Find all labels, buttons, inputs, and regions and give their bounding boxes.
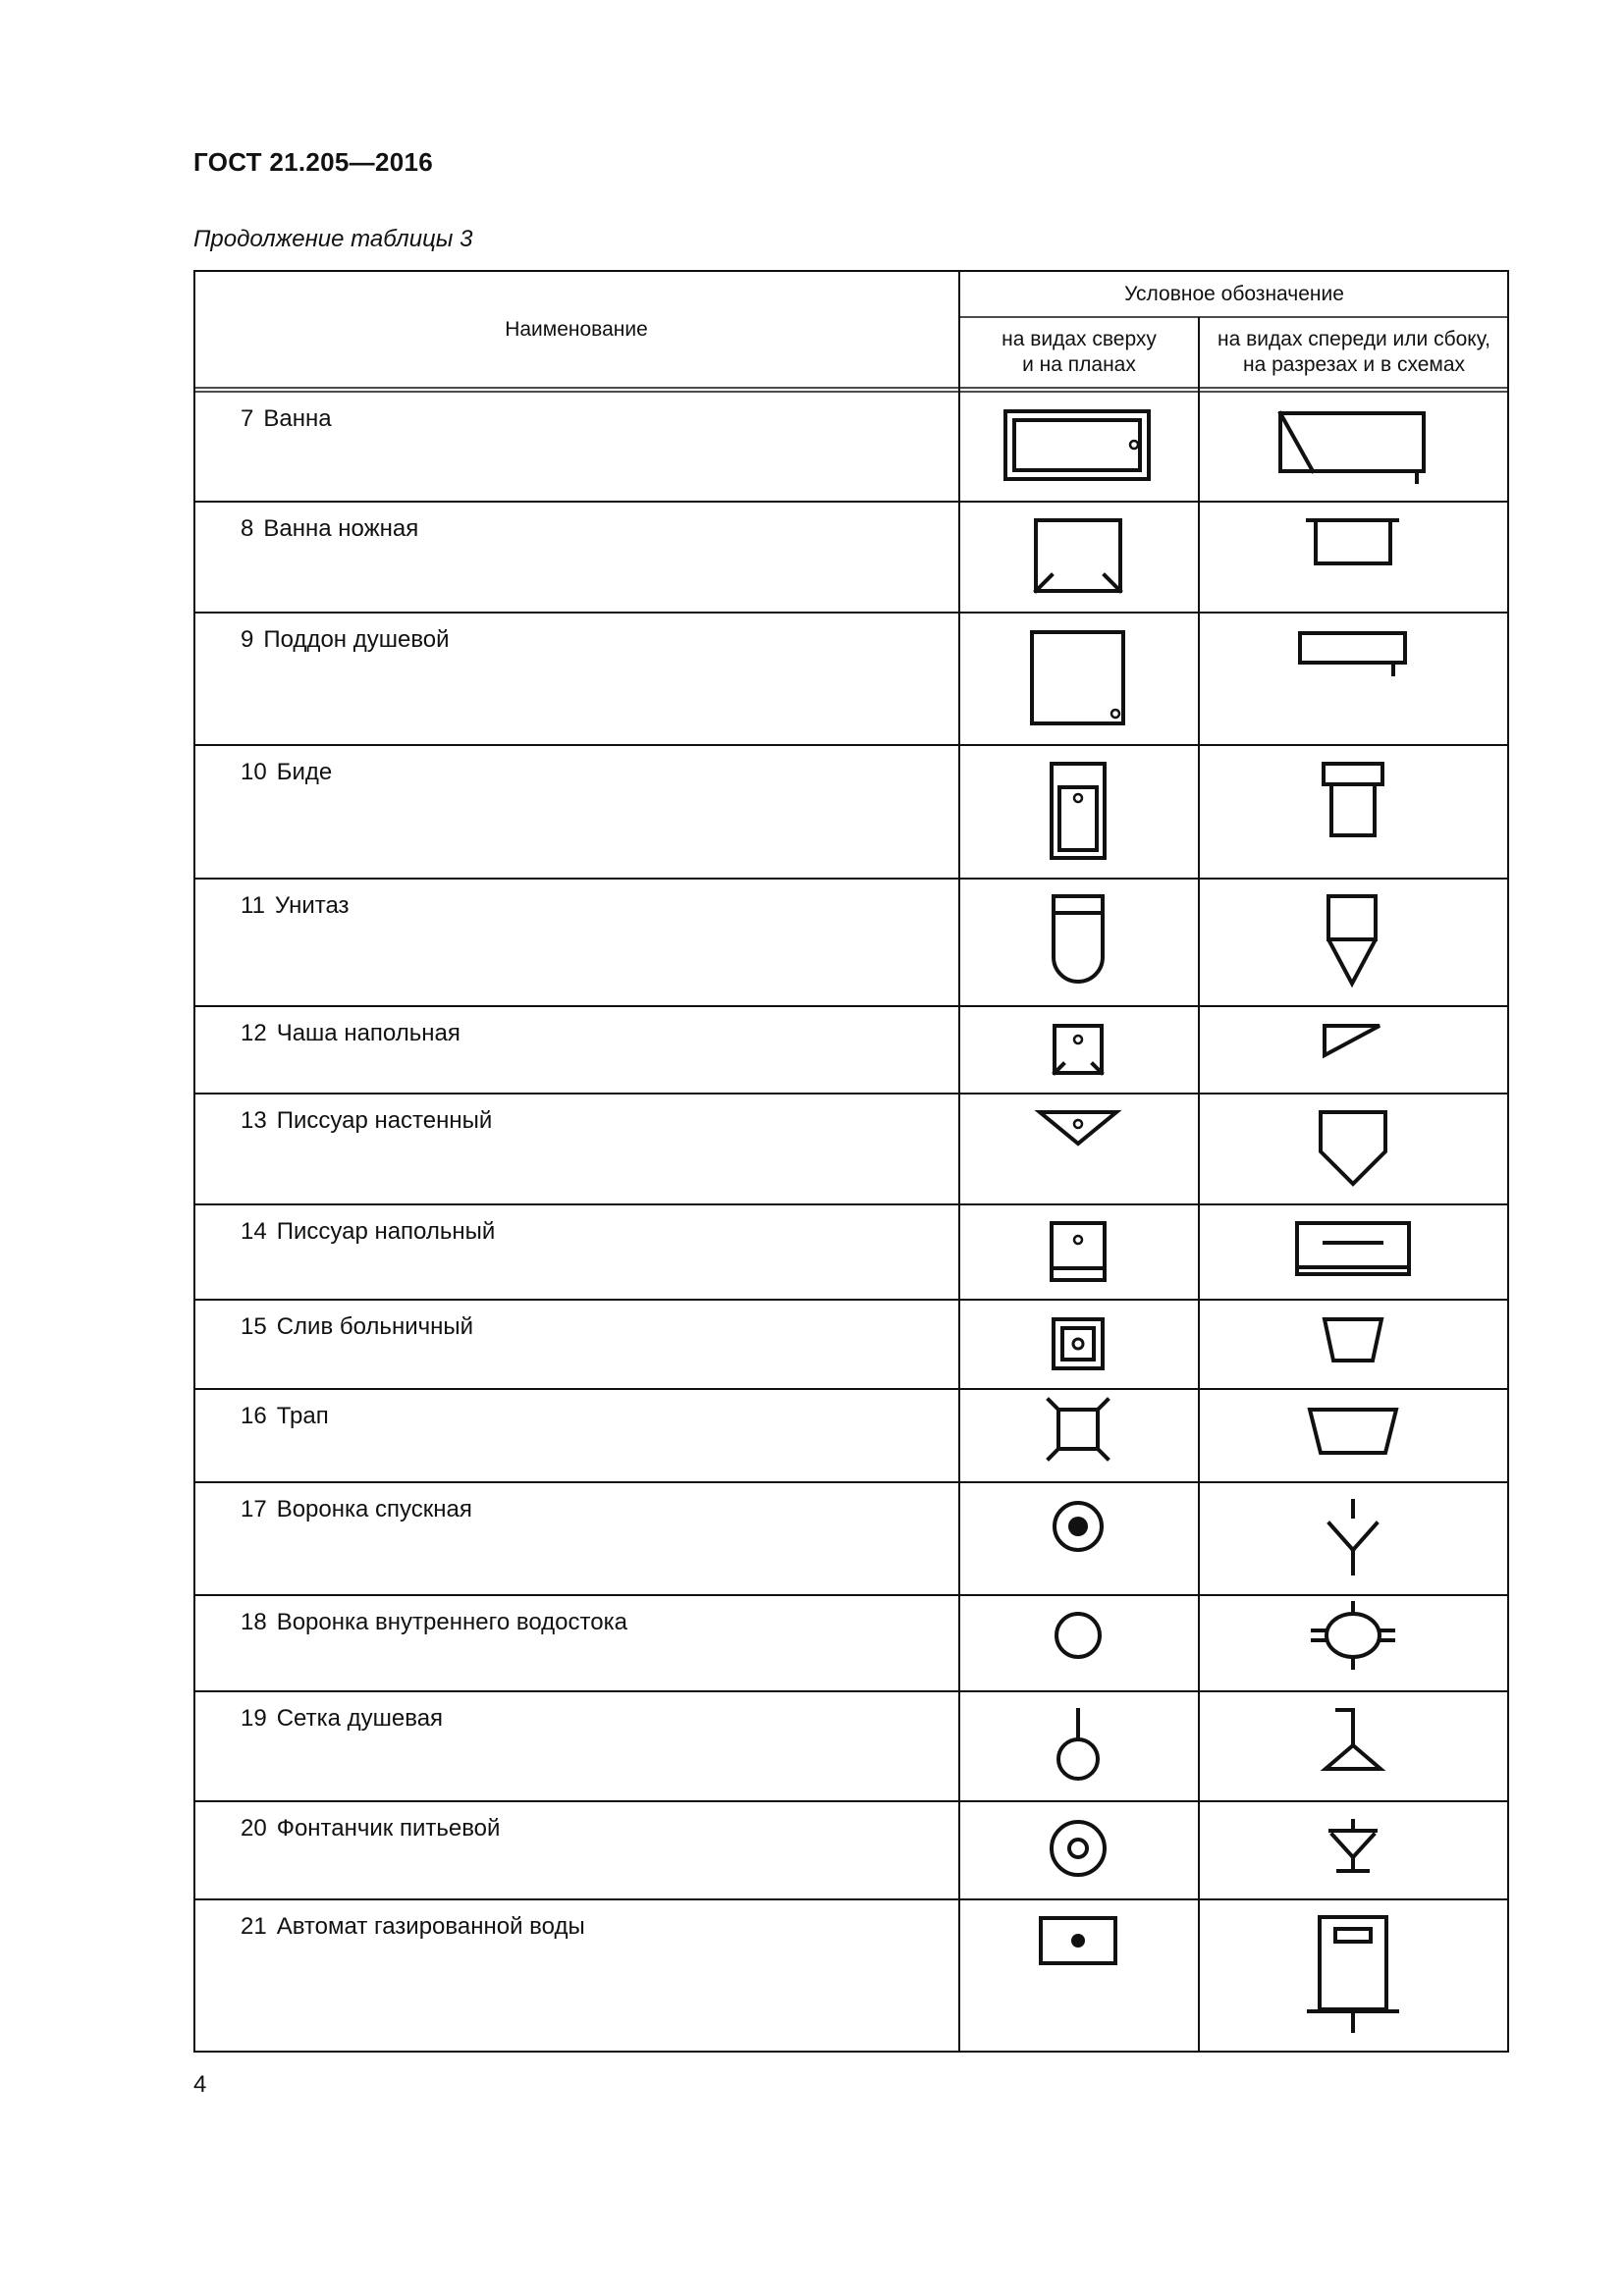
roof-drain-funnel-side-icon	[1313, 1603, 1393, 1668]
toilet-side-icon	[1328, 896, 1376, 984]
column-header-plan-line2: и на планах	[1022, 353, 1136, 376]
table-row-14: 14 Писсуар напольный	[241, 1218, 496, 1245]
column-header-symbol: Условное обозначение	[1124, 283, 1344, 305]
page-number: 4	[193, 2071, 207, 2098]
shower-head-plan-icon	[1058, 1710, 1098, 1779]
drain-funnel-plan-icon	[1055, 1503, 1102, 1550]
shower-tray-side-icon	[1300, 633, 1405, 674]
table-row-20: 20 Фонтанчик питьевой	[241, 1815, 501, 1842]
floor-drain-side-icon	[1310, 1410, 1396, 1453]
toilet-plan-icon	[1054, 896, 1103, 982]
drinking-fountain-side-icon	[1330, 1821, 1376, 1871]
table-row-9: 9 Поддон душевой	[241, 626, 450, 653]
bidet-side-icon	[1324, 764, 1382, 835]
foot-bath-side-icon	[1308, 520, 1397, 563]
hospital-drain-side-icon	[1325, 1319, 1381, 1361]
bathtub-side-icon	[1280, 413, 1424, 482]
table-caption: Продолжение таблицы 3	[193, 226, 473, 252]
table-row-17: 17 Воронка спускная	[241, 1496, 472, 1522]
drain-funnel-side-icon	[1329, 1501, 1377, 1574]
shower-tray-plan-icon	[1032, 632, 1123, 723]
document-title: ГОСТ 21.205—2016	[193, 147, 434, 177]
drinking-fountain-plan-icon	[1052, 1822, 1105, 1875]
column-header-side-line1: на видах спереди или сбоку,	[1218, 328, 1490, 350]
soda-machine-side-icon	[1309, 1917, 1397, 2031]
table-row-16: 16 Трап	[241, 1403, 329, 1429]
table-row-15: 15 Слив больничный	[241, 1313, 474, 1340]
roof-drain-funnel-plan-icon	[1056, 1614, 1100, 1657]
column-header-name: Наименование	[505, 318, 648, 341]
table-row-19: 19 Сетка душевая	[241, 1705, 444, 1732]
symbols-table	[193, 270, 1509, 2053]
column-header-side-line2: на разрезах и в схемах	[1242, 353, 1466, 376]
table-row-18: 18 Воронка внутреннего водостока	[241, 1609, 627, 1635]
floor-bowl-plan-icon	[1055, 1026, 1102, 1073]
symbols-layer	[193, 270, 1509, 2053]
foot-bath-plan-icon	[1036, 520, 1120, 591]
table-row-8: 8 Ванна ножная	[241, 515, 419, 542]
hospital-drain-plan-icon	[1054, 1319, 1103, 1368]
wall-urinal-side-icon	[1321, 1112, 1385, 1184]
table-row-10: 10 Биде	[241, 759, 333, 785]
floor-urinal-side-icon	[1297, 1223, 1409, 1274]
floor-urinal-plan-icon	[1052, 1223, 1105, 1280]
floor-bowl-side-icon	[1325, 1026, 1380, 1055]
table-row-7: 7 Ванна	[241, 405, 332, 432]
table-row-21: 21 Автомат газированной воды	[241, 1913, 585, 1940]
column-header-plan-line1: на видах сверху	[1001, 328, 1157, 350]
table-row-12: 12 Чаша напольная	[241, 1020, 460, 1046]
bathtub-plan-icon	[1005, 411, 1149, 479]
wall-urinal-plan-icon	[1040, 1112, 1116, 1144]
floor-drain-plan-icon	[1049, 1400, 1108, 1459]
shower-head-side-icon	[1326, 1710, 1380, 1769]
table-row-13: 13 Писсуар настенный	[241, 1107, 493, 1134]
bidet-plan-icon	[1052, 764, 1105, 858]
table-row-11: 11 Унитаз	[241, 892, 350, 919]
soda-machine-plan-icon	[1041, 1918, 1115, 1963]
